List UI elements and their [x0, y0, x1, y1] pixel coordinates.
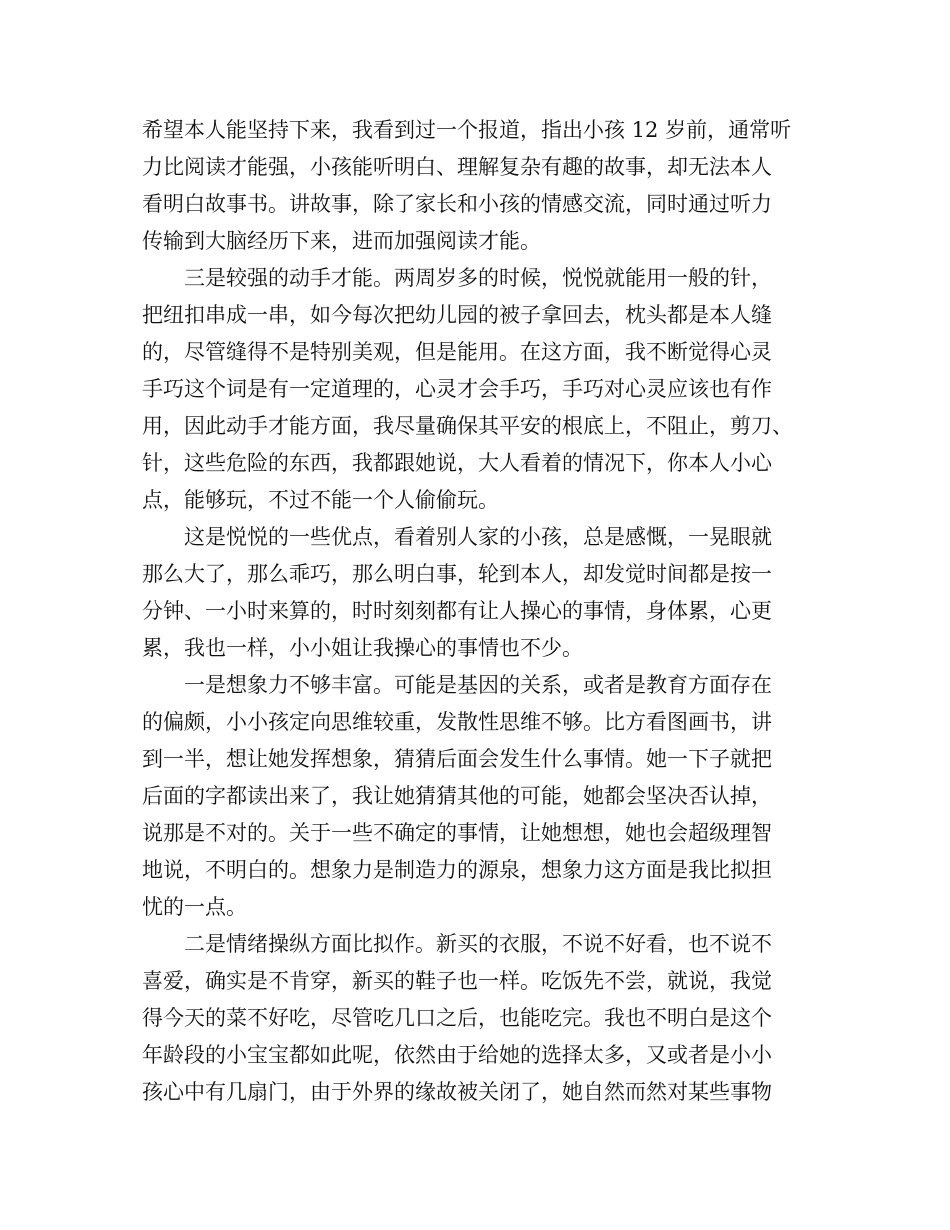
text-line: 到一半，想让她发挥想象，猜猜后面会发生什么事情。她一下子就把	[142, 747, 772, 771]
text-line: 那么大了，那么乖巧，那么明白事，轮到本人，却发觉时间都是按一	[142, 562, 772, 586]
text-line: 年龄段的小宝宝都如此呢，依然由于给她的选择太多，又或者是小小	[142, 1043, 772, 1067]
text-line: 的偏颇，小小孩定向思维较重，发散性思维不够。比方看图画书，讲	[142, 710, 772, 734]
text-line: 喜爱，确实是不肯穿，新买的鞋子也一样。吃饭先不尝，就说，我觉	[142, 969, 772, 993]
text-line: 孩心中有几扇门，由于外界的缘故被关闭了，她自然而然对某些事物	[142, 1080, 772, 1104]
text-line: 累，我也一样，小小姐让我操心的事情也不少。	[142, 636, 583, 660]
paragraph-strengths-summary	[142, 519, 832, 667]
text-line: 手巧这个词是有一定道理的，心灵才会手巧，手巧对心灵应该也有作	[142, 377, 772, 401]
paragraph-hearing-ability	[142, 112, 832, 260]
text-line: 力比阅读才能强，小孩能听明白、理解复杂有趣的故事，却无法本人	[142, 155, 772, 179]
text-line: 用，因此动手才能方面，我尽量确保其平安的根底上，不阻止，剪刀、	[142, 414, 793, 438]
text-line: 的，尽管缝得不是特别美观，但是能用。在这方面，我不断觉得心灵	[142, 340, 772, 364]
text-line: 针，这些危险的东西，我都跟她说，大人看着的情况下，你本人小心	[142, 451, 772, 475]
text-line: 分钟、一小时来算的，时时刻刻都有让人操心的事情，身体累，心更	[142, 599, 772, 623]
text-line: 忧的一点。	[142, 895, 247, 919]
paragraph-hands-on-ability	[142, 260, 832, 519]
text-line: 希望本人能坚持下来，我看到过一个报道，指出小孩 12 岁前，通常听	[142, 118, 792, 142]
text-line: 地说，不明白的。想象力是制造力的源泉，想象力这方面是我比拟担	[142, 858, 772, 882]
paragraph-imagination	[142, 667, 832, 926]
text-line: 说那是不对的。关于一些不确定的事情，让她想想，她也会超级理智	[142, 821, 772, 845]
text-line: 看明白故事书。讲故事，除了家长和小孩的情感交流，同时通过听力	[142, 192, 772, 216]
text-line: 三是较强的动手才能。两周岁多的时候，悦悦就能用一般的针，	[184, 266, 772, 290]
text-line: 二是情绪操纵方面比拟作。新买的衣服，不说不好看，也不说不	[184, 932, 772, 956]
text-line: 把纽扣串成一串，如今每次把幼儿园的被子拿回去，枕头都是本人缝	[142, 303, 772, 327]
document-page	[142, 112, 832, 1111]
text-line: 这是悦悦的一些优点，看着别人家的小孩，总是感慨，一晃眼就	[184, 525, 772, 549]
paragraph-emotion-control	[142, 926, 832, 1111]
text-line: 得今天的菜不好吃，尽管吃几口之后，也能吃完。我也不明白是这个	[142, 1006, 772, 1030]
text-line: 后面的字都读出来了，我让她猜猜其他的可能，她都会坚决否认掉，	[142, 784, 772, 808]
text-line: 传输到大脑经历下来，进而加强阅读才能。	[142, 229, 541, 253]
text-line: 一是想象力不够丰富。可能是基因的关系，或者是教育方面存在	[184, 673, 772, 697]
text-line: 点，能够玩，不过不能一个人偷偷玩。	[142, 488, 499, 512]
